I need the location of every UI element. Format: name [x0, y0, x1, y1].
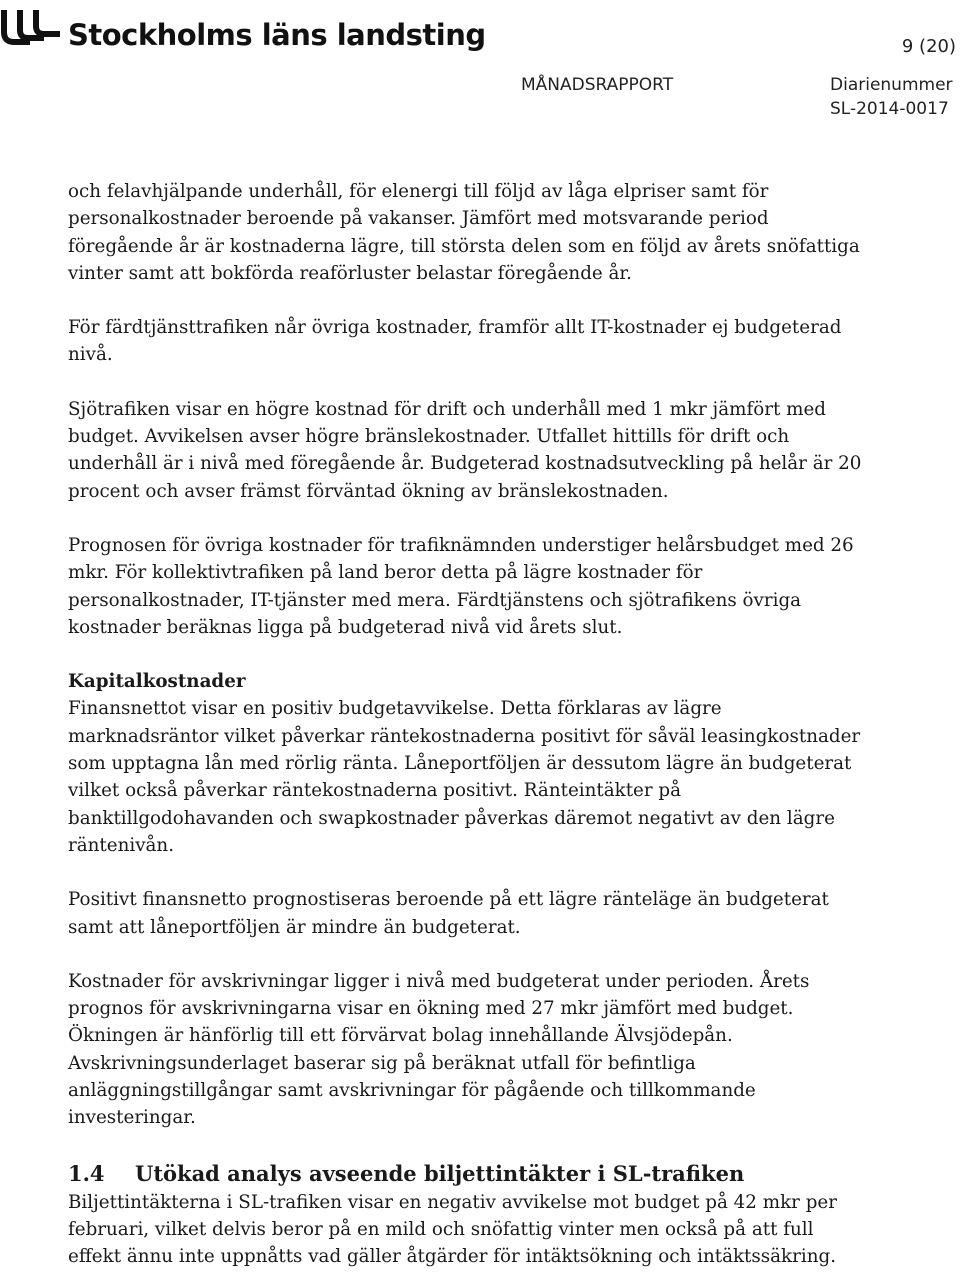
organization-logo — [0, 10, 486, 52]
report-title: MÅNADSRAPPORT — [521, 75, 674, 95]
section-title: Utökad analys avseende biljettintäkter i SL-trafiken — [135, 1160, 745, 1186]
organization-name: Stockholms läns landsting — [68, 18, 486, 52]
paragraph: För färdtjänsttrafiken når övriga kostnader, framför allt IT-kostnader ej budgeterad nivå. — [68, 317, 842, 366]
paragraph: Biljettintäkterna i SL-trafiken visar en negativ avvikelse mot budget på 42 mkr per februari, vilket delvis beror på en mild och snöfattig vinter men också på att full effekt ännu inte uppnåtts vad gäller åtgärder för intäktsökning och intäktssäkring. — [68, 1191, 837, 1268]
paragraph: och felavhjälpande underhåll, för elenergi till följd av låga elpriser samt för personalkostnader beroende på vakanser. Jämfört med motsvarande period föregående år är kostnaderna lägre, till största delen som en följd av årets snöfattiga vinter samt att bokförda reaförluster belastar föregående år. — [68, 181, 860, 284]
section-number: 1.4 — [68, 1160, 105, 1186]
paragraph: Positivt finansnetto prognostiseras beroende på ett lägre ränteläge än budgeterat samt att låneportföljen är mindre än budgeterat. — [68, 889, 829, 938]
subheading-capital-costs: Kapitalkostnader — [68, 671, 246, 693]
paragraph: Kostnader för avskrivningar ligger i nivå med budgeterat under perioden. Årets prognos för avskrivningarna visar en ökning med 27 mkr jämfört med budget. Ökningen är hänförlig till ett förvärvat bolag innehållande Älvsjödepån. Avskrivningsunderlaget baserar sig på beräknat utfall för befintliga anläggningstillgångar samt avskrivningar för pågående och tillkommande investeringar. — [68, 970, 810, 1129]
section-heading — [68, 1159, 868, 1189]
sll-logo-icon — [0, 10, 62, 52]
diary-label: Diarienummer — [830, 75, 953, 95]
paragraph: Sjötrafiken visar en högre kostnad för drift och underhåll med 1 mkr jämfört med budget. Avvikelsen avser högre bränslekostnader. Utfallet hittills för drift och underhåll är i nivå med föregående år. Budgeterad kostnadsutveckling på helår är 20 procent och avser främst förväntad ökning av bränslekostnaden. — [68, 398, 862, 502]
paragraph: Finansnettot visar en positiv budgetavvikelse. Detta förklaras av lägre marknadsräntor vilket påverkar räntekostnaderna positivt för såväl leasingkostnader som upptagna lån med rörlig ränta. Låneportföljen är dessutom lägre än budgeterat vilket också påverkar räntekostnaderna positivt. Ränteintäkter på banktillgodohavanden och swapkostnader påverkas däremot negativt av den lägre räntenivån. — [68, 698, 861, 856]
page-number: 9 (20) — [901, 36, 956, 57]
page-header — [0, 0, 960, 130]
document-body — [68, 178, 868, 1271]
diary-number: SL-2014-0017 — [830, 99, 949, 119]
paragraph: Prognosen för övriga kostnader för trafiknämnden understiger helårsbudget med 26 mkr. För kollektivtrafiken på land beror detta på lägre kostnader för personalkostnader, IT-tjänster med mera. Färdtjänstens och sjötrafikens övriga kostnader beräknas ligga på budgeterad nivå vid årets slut. — [68, 534, 854, 638]
